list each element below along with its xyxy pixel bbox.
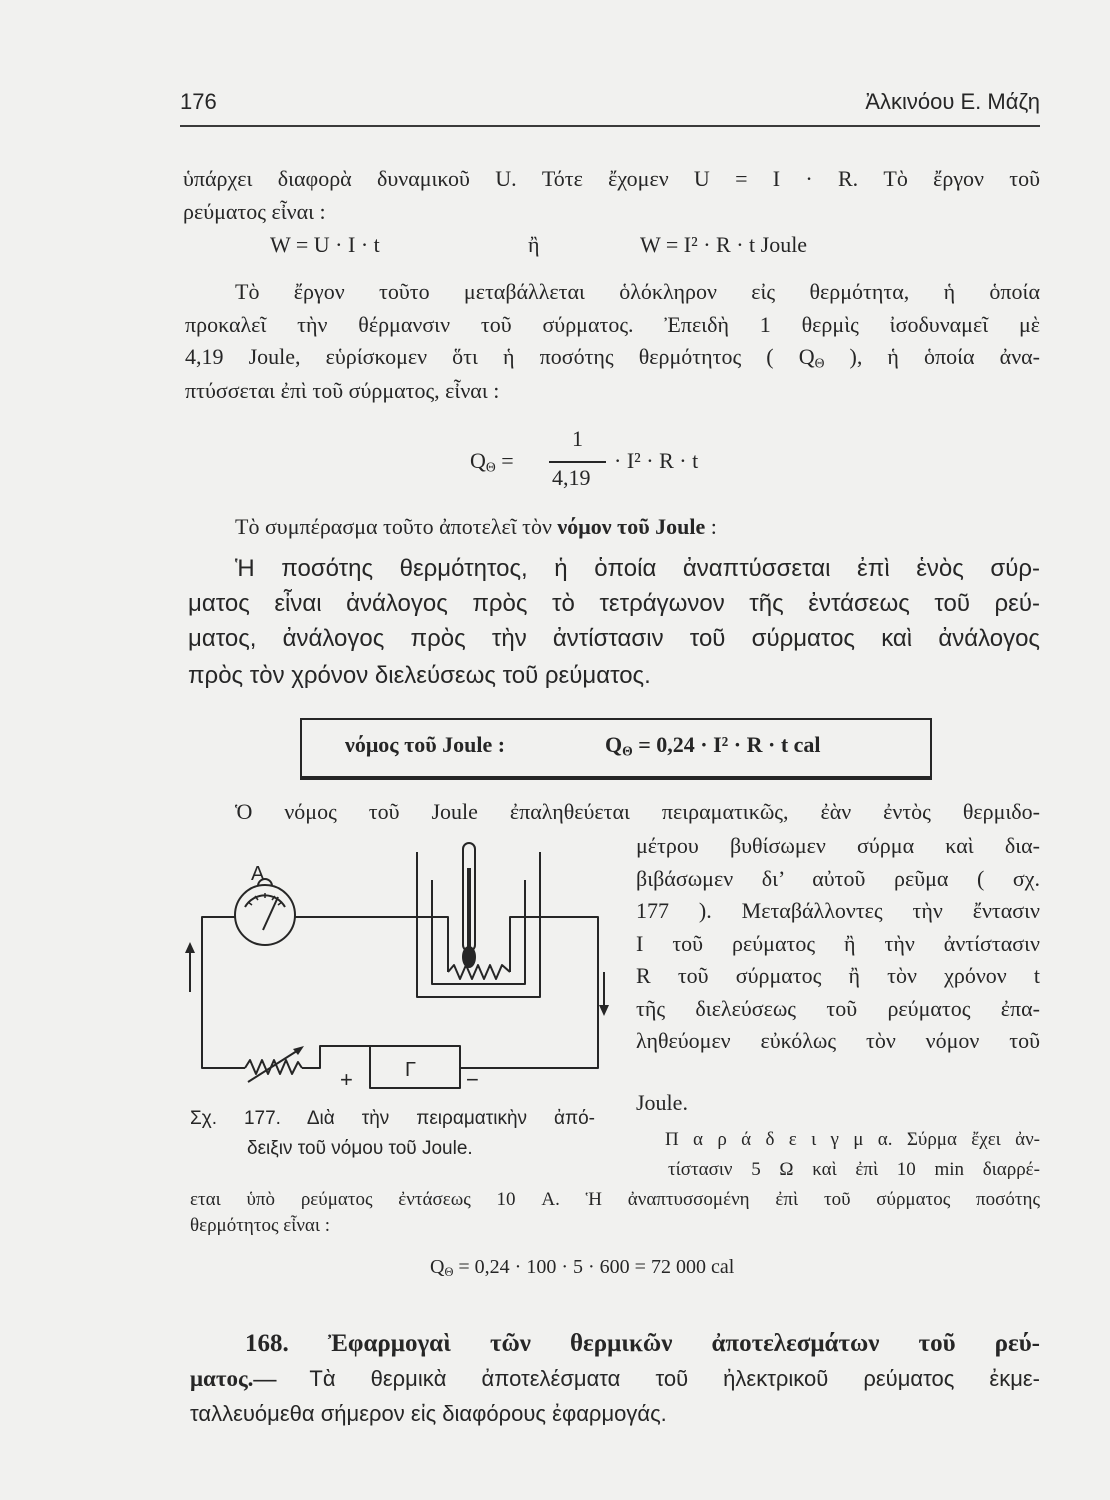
para2-line-3-after: ), ἡ ὁποία ἀνα- <box>849 344 1040 369</box>
law-line-1: Ἡ ποσότης θερμότητος, ἡ ὁποία ἀναπτύσσεται ἐπὶ ἑνὸς σύρ- <box>235 555 1040 582</box>
example-formula <box>430 1256 735 1280</box>
example-formula-symbol: Q <box>430 1256 445 1278</box>
para1-line-1: ὑπάρχει διαφορὰ δυναμικοῦ U. Τότε ἔχομεν U = I · R. Τὸ ἔργον τοῦ <box>183 166 1040 191</box>
formula-heat-symbol: Q <box>470 448 486 473</box>
law-line-2: ματος εἶναι ἀνάλογος πρὸς τὸ τετράγωνον τῆς ἐντάσεως τοῦ ρεύ- <box>188 590 1040 617</box>
experiment-line-1: Ὁ νόμος τοῦ Joule ἐπαληθεύεται πειραματικῶς, ἐὰν ἐντὸς θερμιδο- <box>235 799 1040 824</box>
figure-caption-line-2: δειξιν τοῦ νόμου τοῦ Joule. <box>247 1138 473 1159</box>
formula-heat-subscript: Θ <box>485 459 496 475</box>
heat-symbol: Q <box>798 344 815 369</box>
example-line-1-rest: Σύρμα ἔχει ἀν- <box>906 1129 1041 1150</box>
experiment-column-line: ληθεύομεν εὐκόλως τὸν νόμον τοῦ <box>636 1028 1040 1053</box>
example-line-4: θερμότητος εἶναι : <box>190 1215 331 1236</box>
para2-line-3-before: 4,19 Joule, εὑρίσκομεν ὅτι ἡ ποσότης θερμότητος ( <box>185 344 774 369</box>
experiment-column-line: R τοῦ σύρματος ἢ τὸν χρόνον t <box>636 963 1040 988</box>
conclusion-line <box>235 516 717 538</box>
conclusion-after: : <box>710 514 717 539</box>
circuit-wire-bottom <box>302 1046 370 1068</box>
experiment-column-line: I τοῦ ρεύματος ἢ τὴν ἀντίστασιν <box>636 931 1040 956</box>
example-formula-rest: = 0,24 · 100 · 5 · 600 = 72 000 cal <box>458 1256 735 1278</box>
law-line-4: πρὸς τὸν χρόνον διελεύσεως τοῦ ρεύματος. <box>188 662 651 689</box>
thermometer-bulb <box>463 947 475 967</box>
heat-subscript: Θ <box>814 355 825 371</box>
figure-caption-line-1: Σχ. 177. Διὰ τὴν πειραματικὴν ἀπό- <box>190 1108 595 1129</box>
formula-heat-fraction-bar <box>549 461 606 463</box>
example-label: Π α ρ ά δ ε ι γ μ α. <box>665 1129 893 1150</box>
calorimeter-outer-vessel <box>417 852 540 997</box>
section-heading-continuation: ματος.— <box>190 1366 277 1391</box>
section-heading: 168. Ἐφαρμογαὶ τῶν θερμικῶν ἀποτελεσμάτων τοῦ ρεύ- <box>245 1330 1040 1357</box>
para2-line-2: προκαλεῖ τὴν θέρμανσιν τοῦ σύρματος. Ἐπειδὴ 1 θερμὶς ἰσοδυναμεῖ μὲ <box>185 312 1040 337</box>
law-line-3: ματος, ἀνάλογος πρὸς τὴν ἀντίστασιν τοῦ σύρματος καὶ ἀνάλογος <box>188 625 1040 652</box>
battery-plus-label: + <box>340 1067 353 1092</box>
formula-heat-lhs <box>470 448 514 475</box>
formula-work-or: ἢ <box>528 232 540 257</box>
current-arrow-left-head <box>185 942 195 953</box>
formula-heat-rest: · I² · R · t <box>614 448 699 473</box>
running-title: Ἀλκινόου Ε. Μάζη <box>865 89 1040 114</box>
law-name-bold: νόμον τοῦ Joule <box>557 514 706 539</box>
formula-work-right: W = I² · R · t Joule <box>640 232 808 257</box>
para1-line-2: ρεύματος εἶναι : <box>183 199 326 224</box>
experiment-column-line: 177 ). Μεταβάλλοντες τὴν ἔντασιν <box>636 898 1040 923</box>
law-box-subscript: Θ <box>622 743 633 759</box>
circuit-wire-top <box>295 917 448 972</box>
header-rule <box>180 125 1040 127</box>
section-text-2: ταλλευόμεθα σήμερον εἰς διαφόρους ἐφαρμογάς. <box>190 1401 667 1426</box>
law-box-label: νόμος τοῦ Joule : <box>345 732 506 757</box>
para2-line-4: πτύσσεται ἐπὶ τοῦ σύρματος, εἶναι : <box>185 378 500 403</box>
experiment-column-line: μέτρου βυθίσωμεν σύρμα καὶ δια- <box>636 833 1040 858</box>
formula-heat-equals: = <box>501 448 514 473</box>
law-box-symbol: Q <box>605 732 623 757</box>
section-text-1: Τὰ θερμικὰ ἀποτελέσματα τοῦ ἠλεκτρικοῦ ρεύματος ἐκμε- <box>309 1366 1041 1391</box>
joule-experiment-figure <box>180 830 620 1100</box>
para2-line-1: Τὸ ἔργον τοῦτο μεταβάλλεται ὁλόκληρον εἰς θερμότητα, ἡ ὁποία <box>235 279 1040 304</box>
battery-label: Γ <box>405 1059 417 1081</box>
law-box-formula-rest: = 0,24 · I² · R · t cal <box>638 732 821 757</box>
para2-line-3 <box>185 344 1040 371</box>
battery-minus-label: − <box>466 1067 479 1092</box>
resistor-arrow-head <box>293 1046 304 1055</box>
current-arrow-right-head <box>599 1005 609 1016</box>
experiment-column-line: τῆς διελεύσεως τοῦ ρεύματος ἐπα- <box>636 996 1040 1021</box>
circuit-wire-right <box>460 917 598 1068</box>
ammeter-label: A <box>251 863 265 885</box>
page-number: 176 <box>180 89 217 114</box>
resistor-arrow <box>248 1049 300 1082</box>
heating-coil <box>448 965 510 979</box>
circuit-wire-left <box>202 917 245 1068</box>
example-line-1 <box>665 1130 1040 1149</box>
example-line-2: τίστασιν 5 Ω καὶ ἐπὶ 10 min διαρρέ- <box>668 1159 1040 1180</box>
formula-heat-numerator: 1 <box>572 426 583 451</box>
formula-work-left: W = U · I · t <box>270 232 380 257</box>
conclusion-before: Τὸ συμπέρασμα τοῦτο ἀποτελεῖ τὸν <box>235 514 552 539</box>
experiment-column-line: Joule. <box>636 1090 688 1115</box>
example-line-3: εται ὑπὸ ρεύματος ἐντάσεως 10 A. Ἡ ἀναπτυσσομένη ἐπὶ τοῦ σύρματος ποσότης <box>190 1189 1040 1210</box>
law-box-formula <box>605 732 821 759</box>
ammeter-needle <box>263 897 278 930</box>
section-line-1 <box>190 1367 1040 1390</box>
experiment-column-line: βιβάσωμεν δι’ αὐτοῦ ρεῦμα ( σχ. <box>636 866 1040 891</box>
example-formula-subscript: Θ <box>444 1265 454 1280</box>
formula-heat-denominator: 4,19 <box>552 465 591 490</box>
